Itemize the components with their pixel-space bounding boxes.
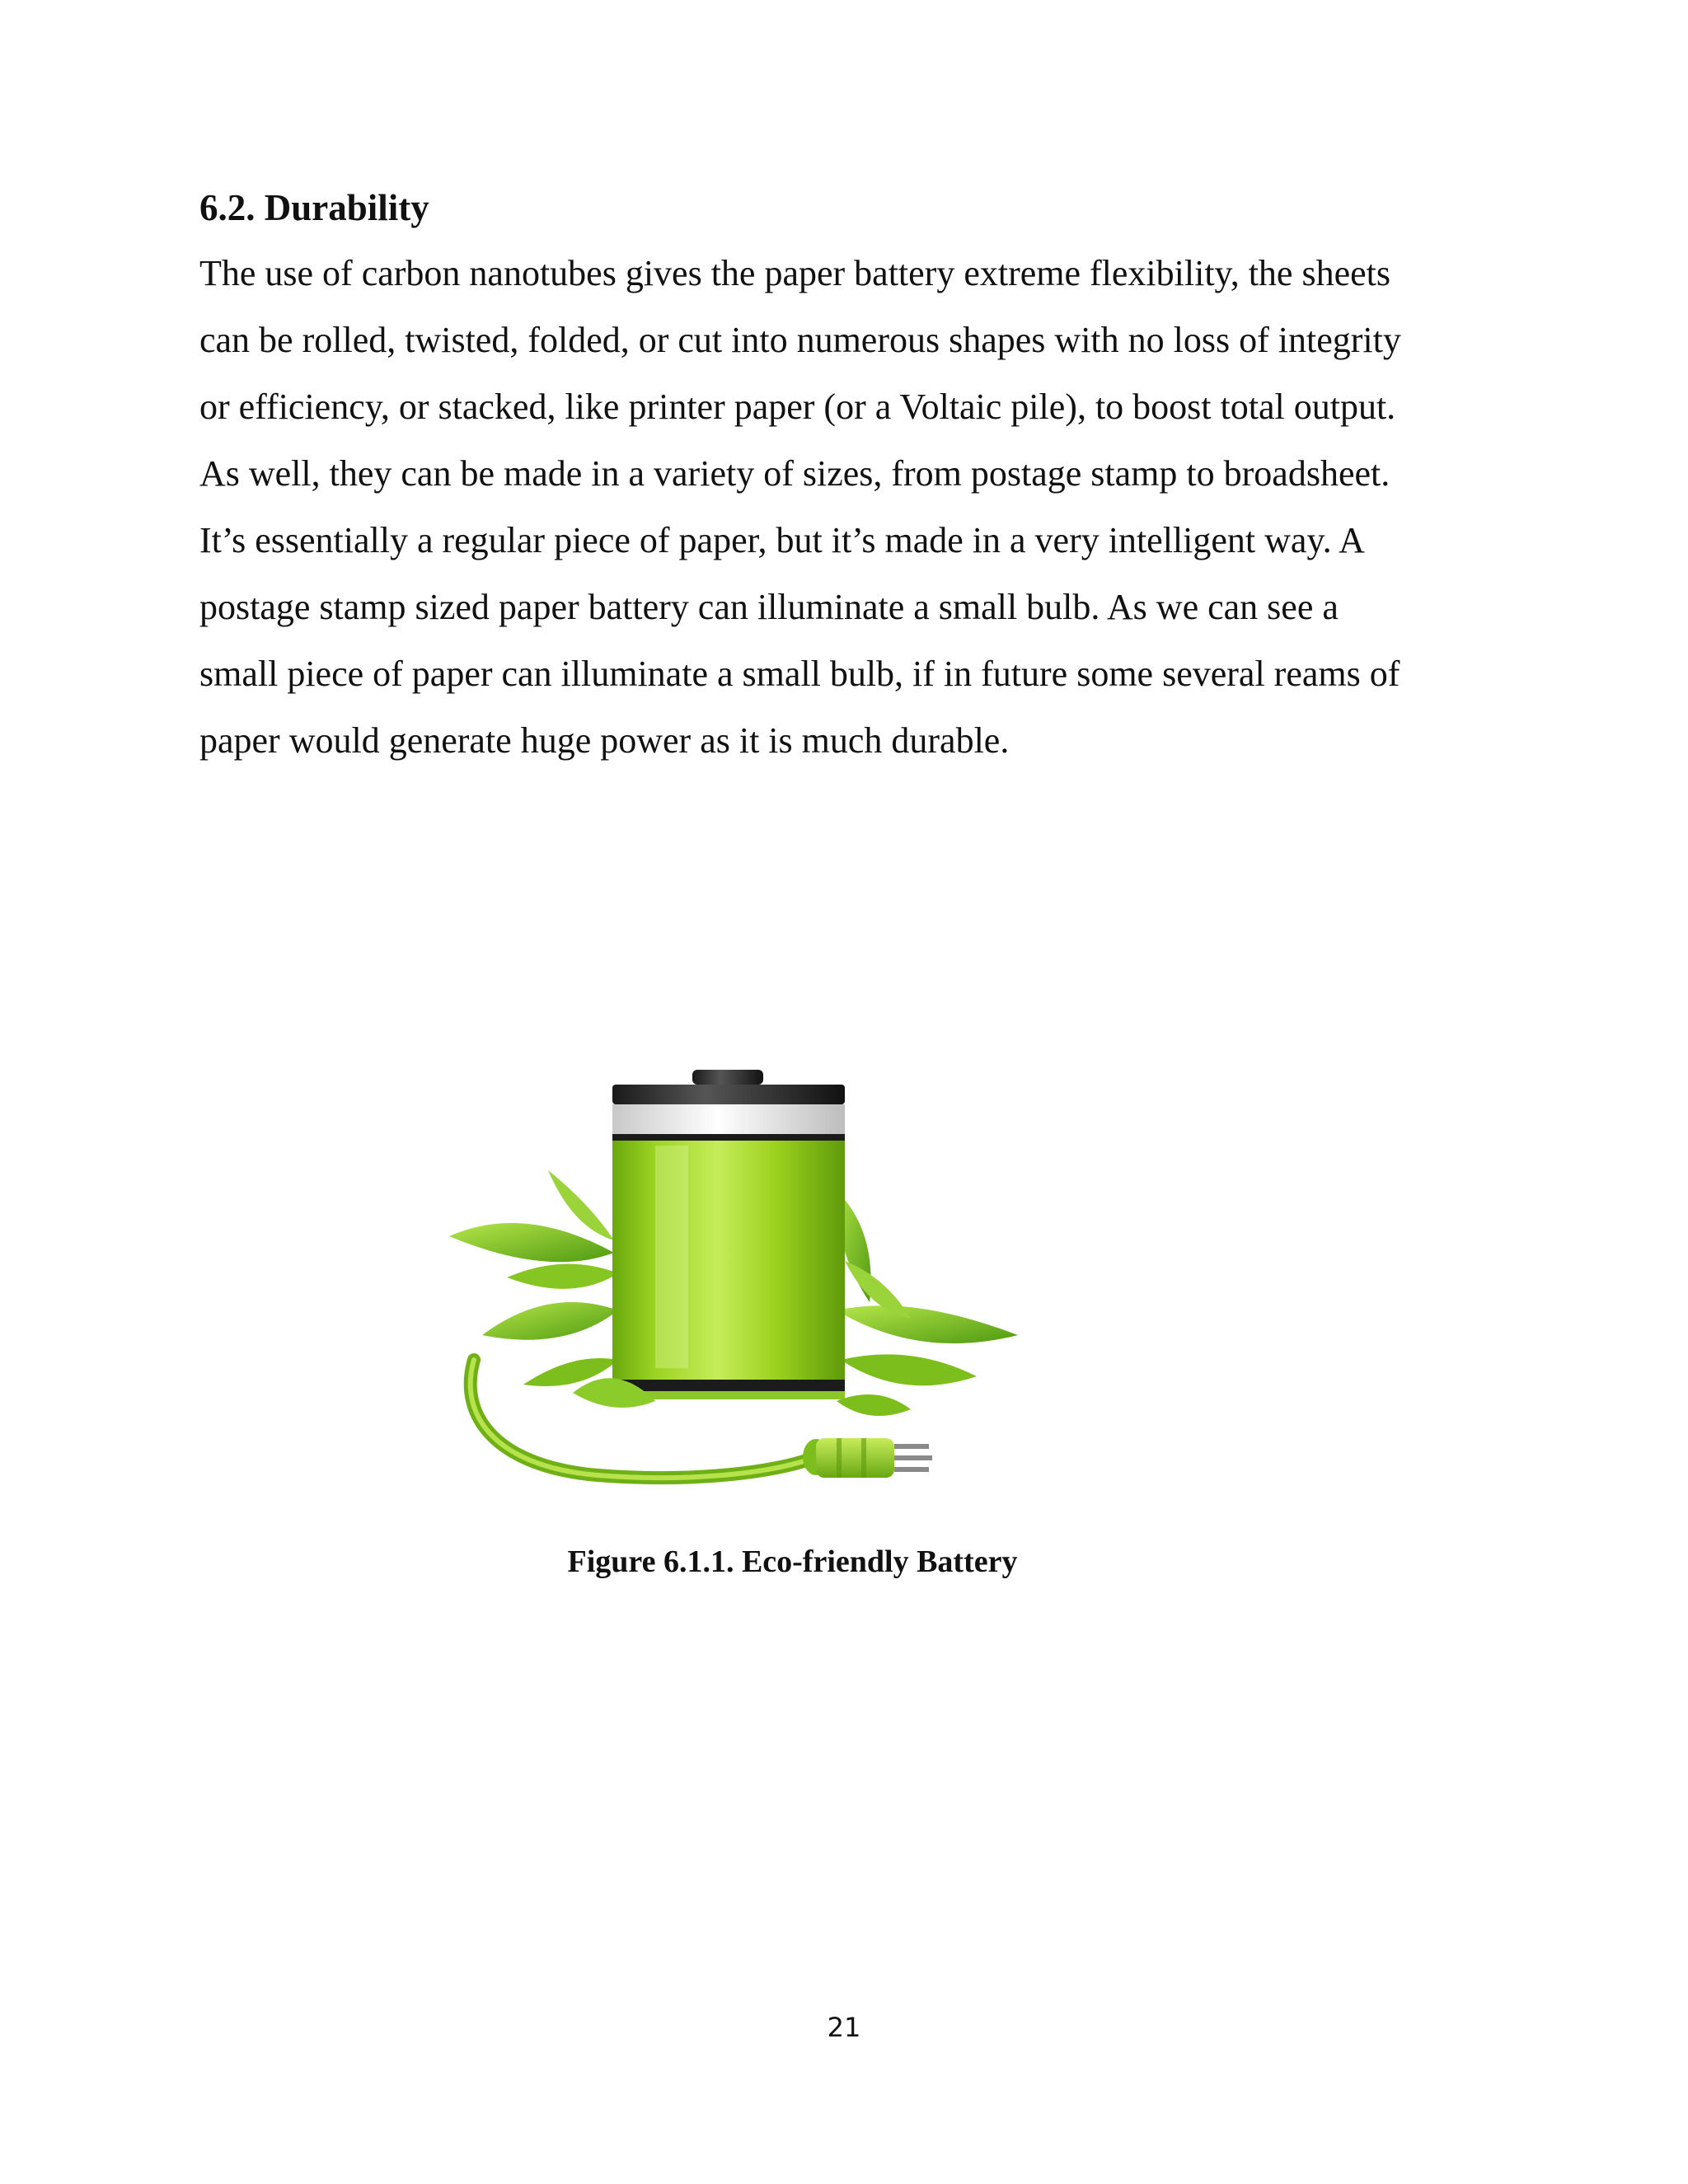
paragraph-line-5: It’s essentially a regular piece of paper, but it’s made in a very intelligent way. A [199,520,1365,560]
eco-battery-figure [449,1063,1026,1508]
page-number: 21 [827,2012,861,2043]
paragraph-line-4: As well, they can be made in a variety of sizes, from postage stamp to broadsheet. [199,453,1390,494]
figure-caption [0,1541,1688,1582]
paragraph-line-2: can be rolled, twisted, folded, or cut into numerous shapes with no loss of integrity [199,320,1401,360]
paragraph-line-6: postage stamp sized paper battery can illuminate a small bulb. As we can see a [199,587,1339,627]
paragraph-line-3: or efficiency, or stacked, like printer paper (or a Voltaic pile), to boost total output. [199,387,1396,427]
battery-body [612,1141,845,1380]
section-heading: 6.2. Durability [199,187,429,228]
battery-terminal [692,1070,763,1085]
right-leaves [832,1187,1018,1385]
figure-caption-text: Figure 6.1.1. Eco-friendly Battery [567,1544,1018,1579]
power-plug-icon [803,1438,932,1478]
paragraph-line-8: paper would generate huge power as it is much durable. [199,720,1010,761]
paragraph-line-1: The use of carbon nanotubes gives the paper battery extreme flexibility, the sheets [199,253,1390,293]
paragraph-line-7: small piece of paper can illuminate a small bulb, if in future some several reams of [199,654,1400,694]
